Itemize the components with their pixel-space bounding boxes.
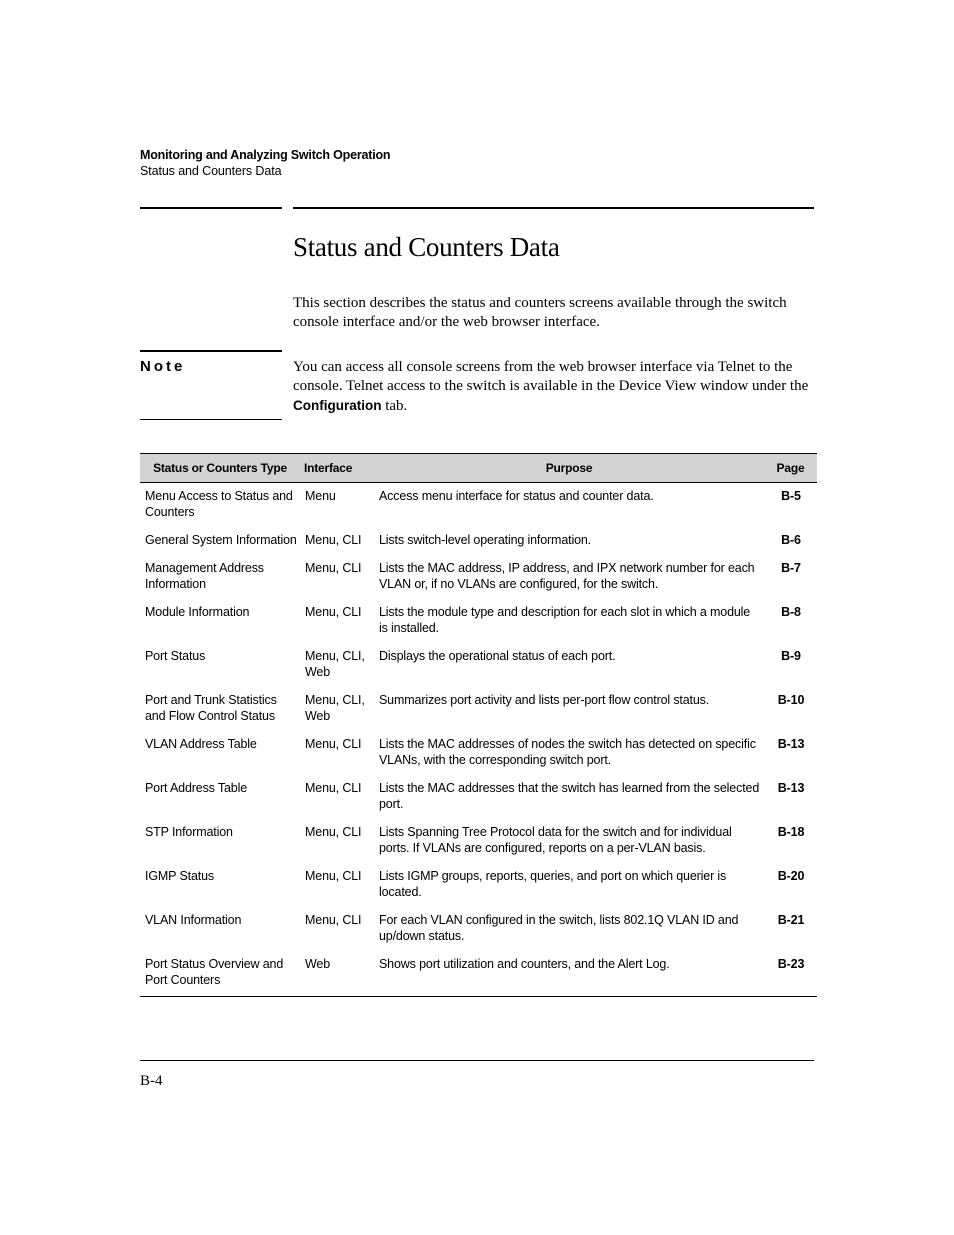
running-header	[140, 147, 390, 179]
table-row	[140, 483, 817, 529]
cell-page: B-18	[777, 825, 805, 839]
section-title: Status and Counters Data	[140, 164, 282, 178]
table-row	[140, 820, 817, 864]
cell-interface: Menu	[305, 489, 336, 503]
note-bold-term: Configuration	[293, 398, 382, 413]
note-text	[293, 358, 818, 416]
cell-interface: Menu, CLI	[305, 913, 362, 927]
cell-page: B-13	[777, 781, 805, 795]
page-number: B-4	[140, 1073, 163, 1089]
cell-purpose: Lists Spanning Tree Protocol data for the switch and for individual ports. If VLANs are configured, reports on a per-VLAN basis.	[379, 825, 732, 855]
cell-purpose: Access menu interface for status and counter data.	[379, 489, 654, 503]
header-page: Page	[764, 454, 817, 483]
cell-type: VLAN Address Table	[145, 737, 257, 751]
cell-purpose: For each VLAN configured in the switch, lists 802.1Q VLAN ID and up/down status.	[379, 913, 739, 943]
table-row	[140, 732, 817, 776]
table-row	[140, 556, 817, 600]
cell-page: B-7	[781, 561, 801, 575]
footer-rule	[140, 1060, 814, 1061]
cell-type: Port Status Overview and Port Counters	[140, 952, 300, 997]
note-label: Note	[140, 358, 186, 375]
cell-interface: Menu, CLI	[305, 737, 362, 751]
cell-purpose: Lists the module type and description for each slot in which a module is installed.	[379, 605, 751, 635]
header-purpose: Purpose	[374, 454, 764, 483]
cell-purpose: Lists IGMP groups, reports, queries, and port on which querier is located.	[379, 869, 727, 899]
cell-interface: Menu, CLI	[305, 561, 362, 575]
cell-interface: Menu, CLI	[305, 781, 362, 795]
status-counters-table	[140, 453, 817, 997]
cell-interface: Menu, CLI	[305, 869, 362, 883]
intro-paragraph: This section describes the status and counters screens available through the switch console interface and/or the web browser interface.	[293, 295, 787, 330]
table-row	[140, 776, 817, 820]
cell-page: B-6	[781, 533, 801, 547]
left-margin-rule	[140, 207, 282, 209]
table-row	[140, 908, 817, 952]
cell-purpose: Lists the MAC address, IP address, and IPX network number for each VLAN or, if no VLANs are configured, for the switch.	[379, 561, 755, 591]
table-header-row	[140, 454, 817, 483]
cell-type: Port and Trunk Statistics and Flow Control Status	[145, 693, 277, 723]
chapter-title: Monitoring and Analyzing Switch Operation	[140, 148, 391, 162]
cell-interface: Menu, CLI	[305, 825, 362, 839]
cell-interface: Menu, CLI	[305, 605, 362, 619]
cell-interface: Menu, CLI, Web	[305, 693, 365, 723]
cell-interface: Menu, CLI	[305, 533, 362, 547]
cell-page: B-13	[777, 737, 805, 751]
cell-purpose: Lists the MAC addresses of nodes the switch has detected on specific VLANs, with the corresponding switch port.	[379, 737, 756, 767]
cell-page: B-10	[777, 693, 805, 707]
cell-type: Module Information	[145, 605, 250, 619]
cell-purpose: Displays the operational status of each port.	[379, 649, 616, 663]
cell-type: IGMP Status	[145, 869, 214, 883]
table-row	[140, 528, 817, 556]
note-text-before: You can access all console screens from the web browser interface via Telnet to the console. Telnet access to the switch is available in the Device View window under the	[293, 359, 809, 394]
table-row	[140, 864, 817, 908]
note-bottom-rule	[140, 419, 282, 420]
table-row	[140, 600, 817, 644]
cell-page: B-8	[781, 605, 801, 619]
cell-purpose: Lists the MAC addresses that the switch has learned from the selected port.	[379, 781, 760, 811]
cell-type: Menu Access to Status and Counters	[145, 489, 293, 519]
note-text-after: tab.	[381, 398, 408, 414]
cell-type: VLAN Information	[145, 913, 242, 927]
cell-purpose: Lists switch-level operating information.	[379, 533, 592, 547]
table-row	[140, 952, 817, 997]
header-interface: Interface	[300, 454, 374, 483]
header-type: Status or Counters Type	[140, 454, 300, 483]
cell-page: B-5	[781, 489, 801, 503]
cell-type: Port Address Table	[145, 781, 247, 795]
cell-purpose: Shows port utilization and counters, and the Alert Log.	[374, 952, 764, 997]
cell-page: B-9	[781, 649, 801, 663]
section-top-rule	[293, 207, 814, 209]
cell-purpose: Summarizes port activity and lists per-port flow control status.	[379, 693, 710, 707]
cell-interface: Menu, CLI, Web	[305, 649, 365, 679]
cell-page: B-20	[777, 869, 805, 883]
cell-type: General System Information	[145, 533, 297, 547]
cell-type: STP Information	[145, 825, 233, 839]
page-title: Status and Counters Data	[293, 232, 560, 262]
cell-page: B-23	[764, 952, 817, 997]
cell-page: B-21	[777, 913, 805, 927]
table-row	[140, 644, 817, 688]
cell-type: Port Status	[145, 649, 206, 663]
table-row	[140, 688, 817, 732]
note-top-rule	[140, 350, 282, 352]
cell-type: Management Address Information	[145, 561, 264, 591]
cell-interface: Web	[300, 952, 374, 997]
